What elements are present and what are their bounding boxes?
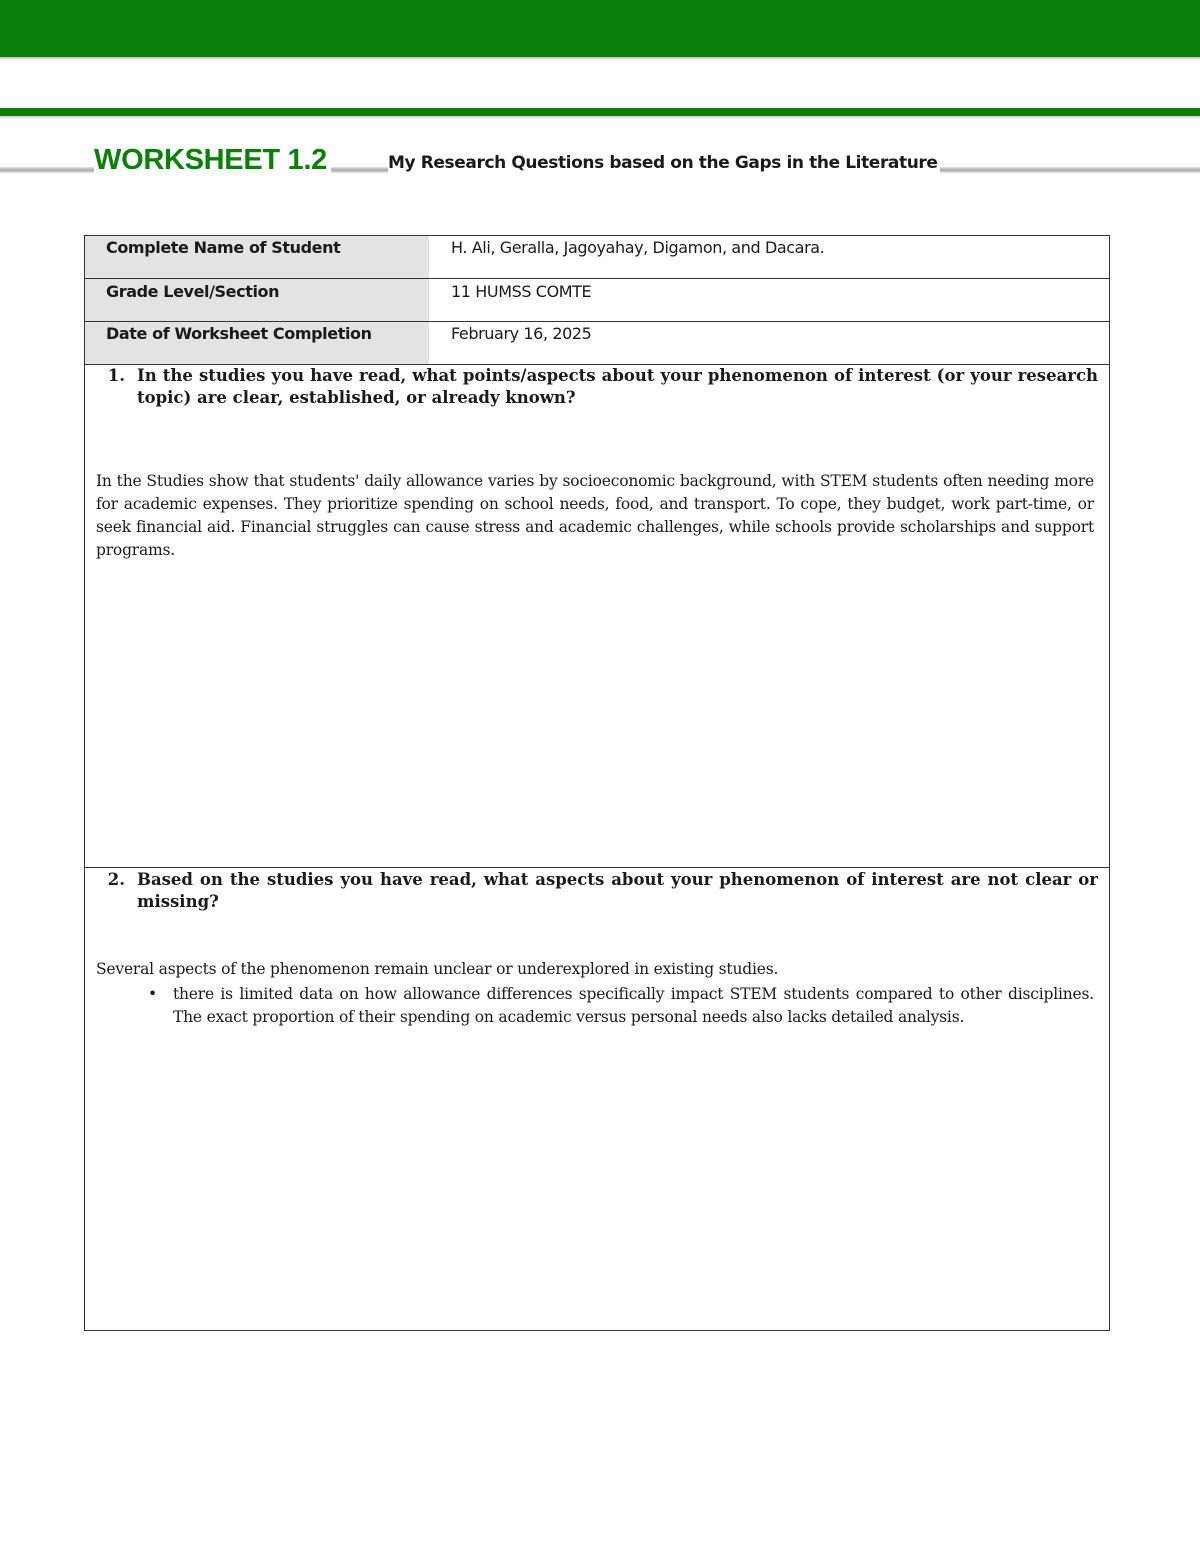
info-row-completion-date: [85, 322, 1109, 365]
worksheet-title: WORKSHEET 1.2: [94, 143, 331, 177]
question-2-bullet-list: [145, 983, 1094, 1029]
question-1-heading: [101, 365, 1098, 409]
info-row-student-name: [85, 236, 1109, 279]
top-band-shadow: [0, 57, 1200, 60]
top-green-band: [0, 0, 1200, 57]
completion-date-label: Date of Worksheet Completion: [106, 324, 372, 343]
question-1-section: [85, 365, 1109, 868]
bullet-icon: •: [148, 985, 157, 1003]
bullet-text: there is limited data on how allowance differences specifically impact STEM students compared to other disciplines. The exact proportion of their spending on academic versus personal needs also lacks detailed analysis.: [173, 985, 1094, 1026]
question-2-heading: [101, 869, 1098, 913]
student-name-label: Complete Name of Student: [106, 238, 341, 257]
question-2-section: [85, 868, 1109, 1332]
question-2-number: 2.: [107, 870, 125, 889]
student-name-value[interactable]: H. Ali, Geralla, Jagoyahay, Digamon, and Dacara.: [451, 238, 825, 257]
worksheet-subtitle: My Research Questions based on the Gaps in the Literature: [388, 153, 938, 173]
list-item[interactable]: [145, 983, 1094, 1029]
completion-date-value[interactable]: February 16, 2025: [451, 324, 592, 343]
question-1-number: 1.: [107, 366, 125, 385]
green-divider-shadow: [0, 116, 1200, 119]
question-2-answer[interactable]: Several aspects of the phenomenon remain unclear or underexplored in existing studies.: [96, 960, 779, 978]
question-2-text: Based on the studies you have read, what aspects about your phenomenon of interest are not clear or missing?: [137, 870, 1098, 911]
info-row-grade-section: [85, 279, 1109, 322]
green-divider: [0, 108, 1200, 116]
worksheet-form-table: [84, 235, 1110, 1331]
question-1-text: In the studies you have read, what points/aspects about your phenomenon of interest (or your research topic) are clear, established, or already known?: [137, 366, 1098, 407]
grade-section-value[interactable]: 11 HUMSS COMTE: [451, 282, 592, 301]
grade-section-label: Grade Level/Section: [106, 282, 280, 301]
question-1-answer[interactable]: In the Studies show that students' daily allowance varies by socioeconomic background, with STEM students often needing more for academic expenses. They prioritize spending on school needs, food, and transport. To cope, they budget, work part-time, or seek financial aid. Financial struggles can cause stress and academic challenges, while schools provide scholarships and support programs.: [96, 472, 1094, 559]
